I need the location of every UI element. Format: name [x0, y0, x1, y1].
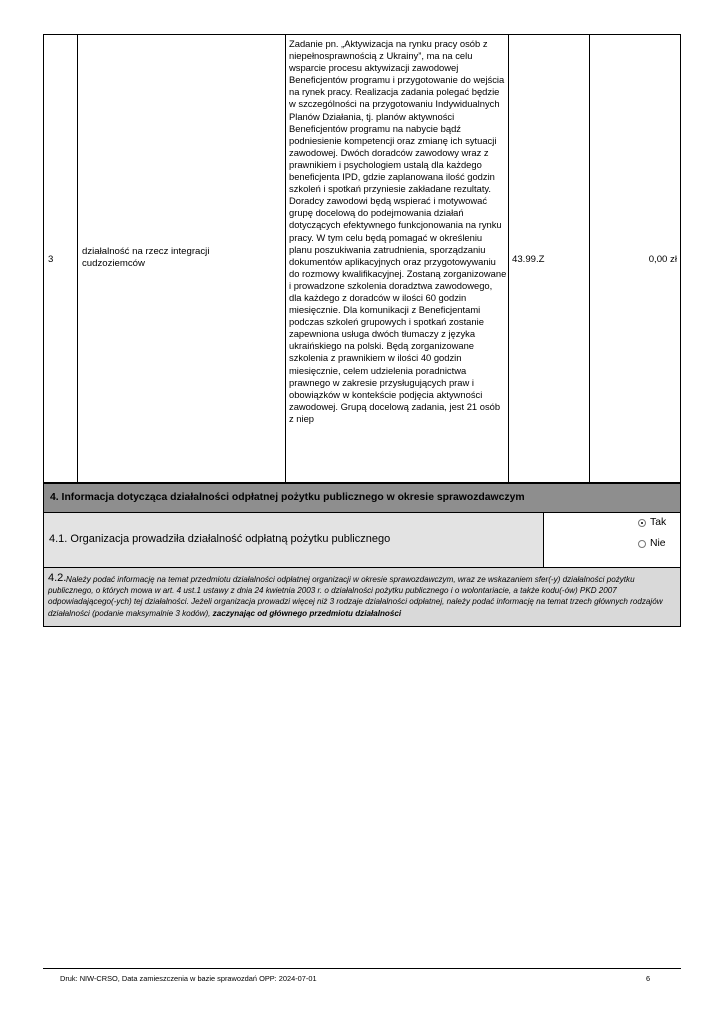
activity-name: działalność na rzecz integracji cudzoziemców [82, 246, 210, 269]
question-4-2-instructions [48, 574, 676, 619]
activity-description: Zadanie pn. „Aktywizacja na rynku pracy osób z niepełnosprawnością z Ukrainy”, ma na celu wsparcie procesu aktywizacji zawodowej Beneficjentów programu i przygotowanie do wejścia na rynek pracy. Realizacja zadania polegać będzie w szczególności na przygotowaniu Indywidualnych Planów Działania, tj. planów aktywności Beneficjentów programu na nabycie bądź podniesienie kompetencji oraz zmianę ich sytuacji zawodowej. Dwóch doradców zawodowy wraz z prawnikiem i psychologiem ustalą dla każdego beneficjenta IPD, gdzie zaplanowana ilość godzin szkoleń i spotkań przyniesie zakładane rezultaty. Doradcy zawodowi będą wspierać i motywować grupę docelową do podejmowania działań dotyczących efektywnego funkcjonowania na rynku pracy. W tym celu będą pomagać w określeniu planu poszukiwania zatrudnienia, sporządzaniu dokumentów aplikacyjnych oraz przygotowywaniu do rozmowy kwalifikacyjnej. Zostaną zorganizowane i prowadzone szkolenia doradztwa zawodowego, dla każdego z doradców w ilości 60 godzin miesięcznie. Dla komunikacji z Beneficjentami podczas szkoleń grupowych i spotkań zostanie zapewniona usługa dwóch tłumaczy z języka ukraińskiego na polski. Będą zorganizowane szkolenia z prawnikiem w ilości 40 godzin miesięcznie, celem udzielenia poradnictwa prawnego w zakresie przysługujących praw i obowiązków w kontekście podjęcia aktywności zawodowej. Grupą docelową zadania, jest 21 osób z niep [289, 38, 507, 424]
cost-cell [590, 35, 681, 482]
radio-tak-label[interactable]: Tak [650, 517, 667, 528]
footer-print-info: Druk: NIW-CRSO, Data zamieszczenia w bazie sprawozdań OPP: 2024-07-01 [60, 974, 317, 983]
activity-table-row [43, 34, 681, 483]
radio-nie[interactable] [638, 540, 646, 548]
section-4-header [43, 483, 681, 513]
footer-divider [43, 968, 681, 969]
question-4-2-bold-text: zaczynając od głównego przedmiotu działalności [212, 608, 402, 618]
section-4-title: 4. Informacja dotycząca działalności odpłatnej pożytku publicznego w okresie sprawozdawczym [50, 492, 525, 503]
activity-name-cell [78, 35, 286, 482]
row-number: 3 [48, 254, 54, 265]
activity-description-cell [286, 35, 509, 482]
question-4-1-label-cell [44, 513, 544, 567]
lp-cell [44, 35, 78, 482]
question-4-2-row [43, 568, 681, 627]
cost-value: 0,00 zł [648, 254, 677, 265]
pkd-code-cell [509, 35, 590, 482]
radio-tak[interactable] [638, 519, 646, 527]
pkd-code: 43.99.Z [512, 254, 545, 265]
question-4-2-text: Należy podać informację na temat przedmiotu działalności odpłatnej organizacji w okresie sprawozdawczym, wraz ze wskazaniem sfer(-y) działalności pożytku publicznego, o których mowa w art. 4 ust.1 ustawy z dnia 24 kwietnia 2003 r. o działalności pożytku publicznego i o wolontariacie, a także kodu(-ów) PKD 2007 odpowiadającego(-ych) tej działalności. Jeżeli organizacja prowadzi więcej niż 3 rodzaje działalności odpłatnej, należy podać informację na temat trzech głównych rodzajów działalności (podanie maksymalnie 3 kodów), [48, 575, 663, 618]
question-4-2-number: 4.2. [48, 572, 67, 584]
page-number: 6 [646, 974, 651, 983]
question-4-1-row [43, 513, 681, 568]
radio-nie-label[interactable]: Nie [650, 538, 666, 549]
question-4-1-label: 4.1. Organizacja prowadziła działalność odpłatną pożytku publicznego [49, 533, 391, 545]
